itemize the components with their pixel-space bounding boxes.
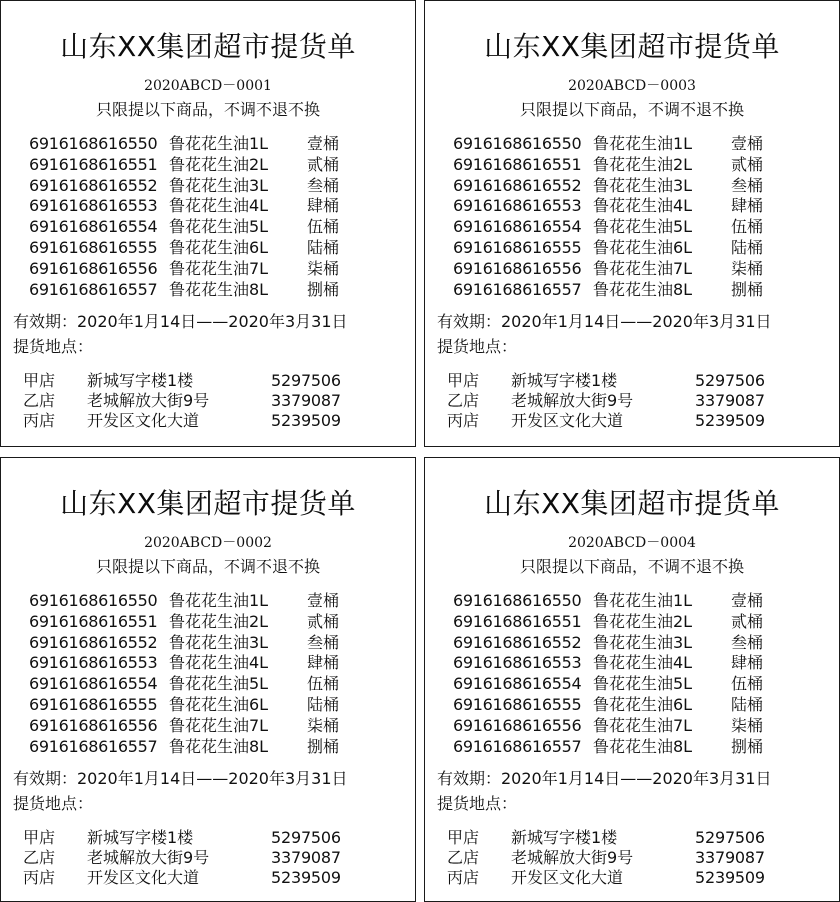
item-quantity: 叁桶: [731, 632, 764, 652]
item-name: 鲁花花生油4L: [169, 653, 269, 673]
validity-period: 有效期：2020年1月14日——2020年3月31日: [13, 769, 348, 788]
item-name: 鲁花花生油2L: [169, 611, 269, 631]
store-row: [23, 848, 363, 868]
item-quantity: 陆桶: [731, 694, 764, 714]
voucher-card-2: [0, 457, 416, 902]
store-address: 老城解放大街9号: [87, 391, 210, 410]
item-quantity: 贰桶: [731, 611, 764, 631]
store-list: [23, 371, 363, 431]
voucher-card-3: [424, 0, 840, 447]
voucher-notice: 只限提以下商品，不调不退不换: [519, 557, 744, 576]
item-quantity: 伍桶: [307, 674, 340, 694]
item-name: 鲁花花生油6L: [593, 237, 693, 257]
store-name: 乙店: [447, 391, 480, 410]
item-row: [453, 591, 793, 612]
store-address: 老城解放大街9号: [511, 848, 634, 867]
store-name: 甲店: [447, 828, 480, 847]
item-barcode: 6916168616556: [29, 715, 158, 735]
item-barcode: 6916168616557: [29, 736, 158, 756]
item-list: [29, 591, 369, 757]
store-address: 新城写字楼1楼: [511, 828, 618, 847]
validity-period: 有效期：2020年1月14日——2020年3月31日: [437, 312, 772, 331]
item-row: [453, 134, 793, 155]
voucher-title: 山东XX集团超市提货单: [484, 30, 780, 63]
store-phone: 5239509: [271, 868, 341, 887]
pickup-label: 提货地点：: [13, 794, 94, 813]
voucher-code: 2020ABCD－0004: [568, 535, 696, 551]
item-name: 鲁花花生油1L: [593, 591, 693, 610]
item-quantity: 伍桶: [307, 217, 340, 237]
store-phone: 3379087: [271, 391, 341, 410]
item-list: [453, 134, 793, 300]
item-row: [453, 695, 793, 716]
store-name: 甲店: [23, 371, 56, 390]
item-row: [453, 196, 793, 217]
item-row: [29, 217, 369, 238]
store-phone: 5239509: [695, 411, 765, 430]
pickup-label: 提货地点：: [437, 337, 518, 356]
item-row: [29, 238, 369, 259]
pickup-label: 提货地点：: [13, 337, 94, 356]
item-barcode: 6916168616554: [453, 217, 582, 237]
item-barcode: 6916168616554: [29, 217, 158, 237]
item-row: [29, 695, 369, 716]
item-quantity: 肆桶: [307, 196, 340, 216]
item-name: 鲁花花生油8L: [593, 279, 693, 299]
item-name: 鲁花花生油5L: [593, 674, 693, 694]
store-row: [23, 411, 363, 431]
store-row: [23, 828, 363, 848]
voucher-code: 2020ABCD－0002: [144, 535, 272, 551]
item-barcode: 6916168616554: [453, 674, 582, 694]
store-name: 乙店: [447, 848, 480, 867]
item-name: 鲁花花生油7L: [169, 715, 269, 735]
item-row: [29, 674, 369, 695]
store-row: [447, 848, 787, 868]
item-row: [29, 612, 369, 633]
item-name: 鲁花花生油1L: [169, 591, 269, 610]
item-name: 鲁花花生油2L: [593, 154, 693, 174]
item-name: 鲁花花生油6L: [169, 694, 269, 714]
item-name: 鲁花花生油7L: [593, 715, 693, 735]
store-address: 新城写字楼1楼: [87, 828, 194, 847]
item-row: [29, 134, 369, 155]
item-name: 鲁花花生油2L: [169, 154, 269, 174]
item-barcode: 6916168616556: [453, 258, 582, 278]
item-name: 鲁花花生油7L: [169, 258, 269, 278]
store-name: 丙店: [23, 411, 56, 430]
item-row: [29, 196, 369, 217]
item-name: 鲁花花生油7L: [593, 258, 693, 278]
item-row: [453, 633, 793, 654]
item-name: 鲁花花生油5L: [169, 217, 269, 237]
item-barcode: 6916168616551: [453, 154, 582, 174]
item-name: 鲁花花生油4L: [169, 196, 269, 216]
store-row: [447, 371, 787, 391]
item-name: 鲁花花生油3L: [169, 175, 269, 195]
store-phone: 5297506: [695, 371, 765, 390]
item-list: [453, 591, 793, 757]
store-row: [23, 371, 363, 391]
store-row: [447, 868, 787, 888]
store-phone: 5239509: [271, 411, 341, 430]
item-quantity: 壹桶: [731, 591, 764, 610]
item-barcode: 6916168616557: [453, 279, 582, 299]
item-barcode: 6916168616556: [29, 258, 158, 278]
store-row: [447, 391, 787, 411]
item-name: 鲁花花生油3L: [169, 632, 269, 652]
store-row: [447, 411, 787, 431]
item-quantity: 壹桶: [731, 134, 764, 153]
item-row: [453, 217, 793, 238]
store-row: [23, 868, 363, 888]
item-quantity: 柒桶: [307, 715, 340, 735]
item-quantity: 陆桶: [307, 694, 340, 714]
store-phone: 3379087: [271, 848, 341, 867]
store-address: 开发区文化大道: [87, 411, 200, 430]
store-address: 新城写字楼1楼: [87, 371, 194, 390]
item-row: [453, 259, 793, 280]
item-name: 鲁花花生油6L: [593, 694, 693, 714]
validity-period: 有效期：2020年1月14日——2020年3月31日: [437, 769, 772, 788]
item-row: [453, 238, 793, 259]
item-name: 鲁花花生油4L: [593, 196, 693, 216]
item-barcode: 6916168616552: [453, 175, 582, 195]
item-row: [29, 633, 369, 654]
item-row: [453, 674, 793, 695]
validity-period: 有效期：2020年1月14日——2020年3月31日: [13, 312, 348, 331]
store-name: 甲店: [23, 828, 56, 847]
voucher-card-1: [0, 0, 416, 447]
item-row: [453, 176, 793, 197]
store-name: 乙店: [23, 391, 56, 410]
item-row: [29, 176, 369, 197]
voucher-notice: 只限提以下商品，不调不退不换: [95, 100, 320, 119]
item-name: 鲁花花生油6L: [169, 237, 269, 257]
store-list: [23, 828, 363, 888]
item-quantity: 肆桶: [731, 196, 764, 216]
item-quantity: 捌桶: [307, 279, 340, 299]
item-name: 鲁花花生油1L: [169, 134, 269, 153]
item-quantity: 捌桶: [731, 736, 764, 756]
voucher-notice: 只限提以下商品，不调不退不换: [95, 557, 320, 576]
item-barcode: 6916168616552: [453, 632, 582, 652]
item-quantity: 壹桶: [307, 134, 340, 153]
item-row: [29, 280, 369, 301]
item-barcode: 6916168616555: [29, 237, 158, 257]
item-barcode: 6916168616552: [29, 632, 158, 652]
item-quantity: 肆桶: [307, 653, 340, 673]
item-barcode: 6916168616553: [29, 196, 158, 216]
voucher-code: 2020ABCD－0001: [144, 78, 272, 94]
item-barcode: 6916168616556: [453, 715, 582, 735]
item-barcode: 6916168616551: [29, 154, 158, 174]
voucher-title: 山东XX集团超市提货单: [60, 30, 356, 63]
item-barcode: 6916168616554: [29, 674, 158, 694]
store-name: 乙店: [23, 848, 56, 867]
item-barcode: 6916168616553: [453, 653, 582, 673]
item-barcode: 6916168616552: [29, 175, 158, 195]
item-barcode: 6916168616553: [453, 196, 582, 216]
item-quantity: 捌桶: [307, 736, 340, 756]
item-quantity: 柒桶: [307, 258, 340, 278]
item-name: 鲁花花生油4L: [593, 653, 693, 673]
store-address: 老城解放大街9号: [511, 391, 634, 410]
item-quantity: 柒桶: [731, 258, 764, 278]
voucher-notice: 只限提以下商品，不调不退不换: [519, 100, 744, 119]
item-row: [453, 737, 793, 758]
voucher-title: 山东XX集团超市提货单: [484, 487, 780, 520]
item-quantity: 贰桶: [731, 154, 764, 174]
item-name: 鲁花花生油8L: [593, 736, 693, 756]
item-quantity: 陆桶: [731, 237, 764, 257]
store-address: 开发区文化大道: [87, 868, 200, 887]
store-phone: 3379087: [695, 848, 765, 867]
item-quantity: 贰桶: [307, 154, 340, 174]
store-address: 开发区文化大道: [511, 868, 624, 887]
item-name: 鲁花花生油5L: [169, 674, 269, 694]
store-row: [447, 828, 787, 848]
item-barcode: 6916168616557: [29, 279, 158, 299]
item-barcode: 6916168616550: [29, 134, 158, 153]
store-row: [23, 391, 363, 411]
item-row: [453, 155, 793, 176]
item-quantity: 叁桶: [307, 175, 340, 195]
item-quantity: 叁桶: [307, 632, 340, 652]
item-barcode: 6916168616551: [29, 611, 158, 631]
item-quantity: 捌桶: [731, 279, 764, 299]
item-quantity: 壹桶: [307, 591, 340, 610]
item-quantity: 柒桶: [731, 715, 764, 735]
item-name: 鲁花花生油5L: [593, 217, 693, 237]
store-name: 丙店: [23, 868, 56, 887]
voucher-card-4: [424, 457, 840, 902]
item-row: [29, 737, 369, 758]
item-name: 鲁花花生油1L: [593, 134, 693, 153]
store-name: 丙店: [447, 868, 480, 887]
item-quantity: 叁桶: [731, 175, 764, 195]
item-name: 鲁花花生油8L: [169, 279, 269, 299]
store-address: 新城写字楼1楼: [511, 371, 618, 390]
item-name: 鲁花花生油8L: [169, 736, 269, 756]
item-row: [29, 716, 369, 737]
item-barcode: 6916168616553: [29, 653, 158, 673]
item-quantity: 贰桶: [307, 611, 340, 631]
item-quantity: 伍桶: [731, 674, 764, 694]
item-barcode: 6916168616550: [29, 591, 158, 610]
item-barcode: 6916168616555: [29, 694, 158, 714]
item-row: [29, 155, 369, 176]
store-address: 老城解放大街9号: [87, 848, 210, 867]
item-barcode: 6916168616551: [453, 611, 582, 631]
item-barcode: 6916168616557: [453, 736, 582, 756]
voucher-title: 山东XX集团超市提货单: [60, 487, 356, 520]
item-row: [453, 612, 793, 633]
item-row: [29, 653, 369, 674]
store-list: [447, 828, 787, 888]
pickup-label: 提货地点：: [437, 794, 518, 813]
store-phone: 5239509: [695, 868, 765, 887]
item-name: 鲁花花生油2L: [593, 611, 693, 631]
item-quantity: 肆桶: [731, 653, 764, 673]
item-name: 鲁花花生油3L: [593, 175, 693, 195]
item-quantity: 伍桶: [731, 217, 764, 237]
voucher-code: 2020ABCD－0003: [568, 78, 696, 94]
store-phone: 5297506: [271, 828, 341, 847]
store-list: [447, 371, 787, 431]
store-phone: 3379087: [695, 391, 765, 410]
item-quantity: 陆桶: [307, 237, 340, 257]
item-barcode: 6916168616550: [453, 134, 582, 153]
item-barcode: 6916168616550: [453, 591, 582, 610]
item-name: 鲁花花生油3L: [593, 632, 693, 652]
item-row: [453, 716, 793, 737]
store-address: 开发区文化大道: [511, 411, 624, 430]
item-row: [29, 259, 369, 280]
store-name: 丙店: [447, 411, 480, 430]
item-row: [453, 653, 793, 674]
store-name: 甲店: [447, 371, 480, 390]
item-row: [29, 591, 369, 612]
item-barcode: 6916168616555: [453, 237, 582, 257]
item-row: [453, 280, 793, 301]
item-barcode: 6916168616555: [453, 694, 582, 714]
store-phone: 5297506: [271, 371, 341, 390]
item-list: [29, 134, 369, 300]
store-phone: 5297506: [695, 828, 765, 847]
